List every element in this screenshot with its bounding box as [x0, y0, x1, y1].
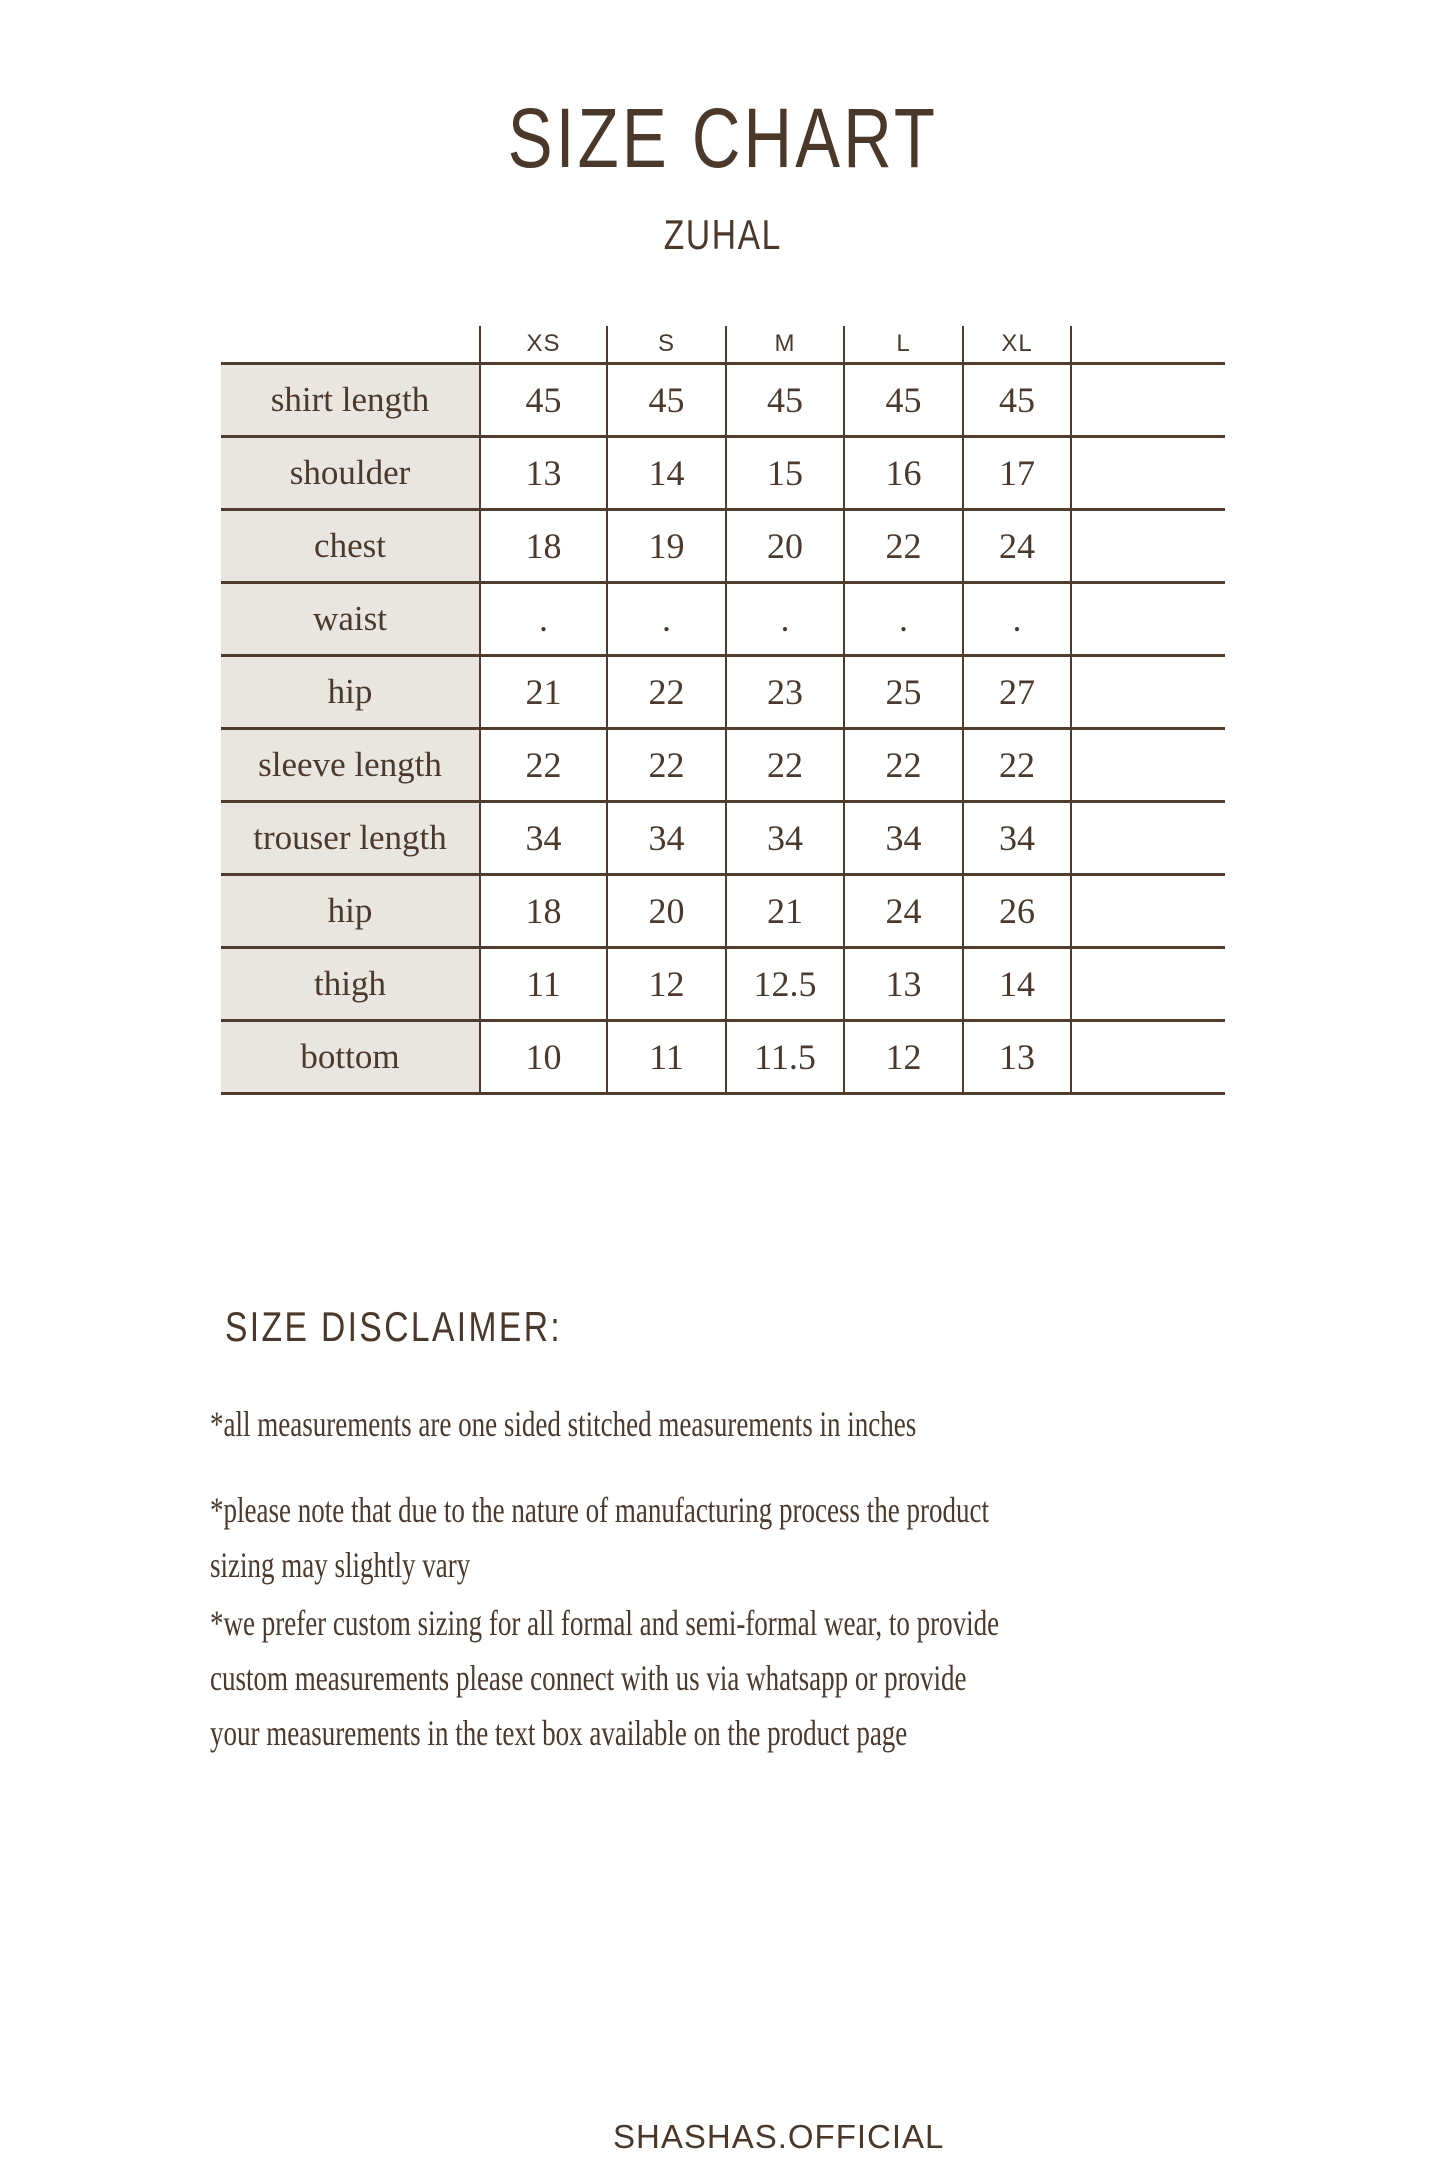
brand-footer: SHASHAS.OFFICIAL — [613, 2118, 945, 2155]
note-line: *we prefer custom sizing for all formal and semi-formal wear, to provide — [210, 1603, 1000, 1643]
size-value: 22 — [607, 728, 726, 801]
size-value: 22 — [844, 509, 963, 582]
size-value: . — [726, 582, 844, 655]
size-value: 25 — [844, 655, 963, 728]
size-value: 45 — [607, 363, 726, 436]
size-value: 14 — [963, 947, 1071, 1020]
disclaimer-note-custom-sizing — [210, 1596, 1262, 1761]
size-value: 15 — [726, 436, 844, 509]
page-title — [0, 91, 1445, 185]
size-value: 22 — [480, 728, 607, 801]
note-line: custom measurements please connect with us via whatsapp or provide — [210, 1658, 967, 1698]
row-label: waist — [221, 582, 480, 655]
column-header-l: L — [844, 326, 963, 363]
empty-cell — [1071, 728, 1225, 801]
note-line: *all measurements are one sided stitched measurements in inches — [210, 1404, 917, 1444]
size-value: 16 — [844, 436, 963, 509]
row-label: trouser length — [221, 801, 480, 874]
row-label: shoulder — [221, 436, 480, 509]
table-row-shoulder — [221, 436, 1225, 509]
size-value: 20 — [607, 874, 726, 947]
empty-cell — [1071, 582, 1225, 655]
size-value: 26 — [963, 874, 1071, 947]
size-value: 22 — [726, 728, 844, 801]
column-header-empty — [1071, 326, 1225, 363]
table-row-waist — [221, 582, 1225, 655]
empty-cell — [1071, 509, 1225, 582]
header-corner-cell — [221, 326, 480, 363]
size-value: 24 — [844, 874, 963, 947]
disclaimer-note-measurements — [210, 1397, 1152, 1452]
size-value: 11 — [607, 1020, 726, 1093]
size-value: 45 — [480, 363, 607, 436]
note-line: sizing may slightly vary — [210, 1545, 471, 1585]
table-row-thigh — [221, 947, 1225, 1020]
column-header-xs: XS — [480, 326, 607, 363]
size-value: 27 — [963, 655, 1071, 728]
size-table-header-row — [221, 326, 1225, 363]
size-value: 21 — [480, 655, 607, 728]
size-table — [221, 326, 1225, 1095]
size-value: . — [844, 582, 963, 655]
row-label: chest — [221, 509, 480, 582]
size-value: 21 — [726, 874, 844, 947]
size-value: 22 — [963, 728, 1071, 801]
size-value: 34 — [844, 801, 963, 874]
size-value: 34 — [726, 801, 844, 874]
size-value: 12 — [607, 947, 726, 1020]
size-value: 13 — [480, 436, 607, 509]
empty-cell — [1071, 363, 1225, 436]
row-label: sleeve length — [221, 728, 480, 801]
empty-cell — [1071, 655, 1225, 728]
table-row-hip-upper — [221, 655, 1225, 728]
size-value: 22 — [844, 728, 963, 801]
empty-cell — [1071, 436, 1225, 509]
size-value: 17 — [963, 436, 1071, 509]
page-title-text: SIZE CHART — [507, 91, 938, 185]
empty-cell — [1071, 947, 1225, 1020]
empty-cell — [1071, 801, 1225, 874]
size-value: 20 — [726, 509, 844, 582]
note-line: your measurements in the text box available on the product page — [210, 1713, 908, 1753]
product-name — [0, 211, 1445, 259]
size-value: 23 — [726, 655, 844, 728]
disclaimer-heading — [225, 1304, 646, 1350]
table-row-trouser-length — [221, 801, 1225, 874]
empty-cell — [1071, 1020, 1225, 1093]
size-value: 45 — [844, 363, 963, 436]
size-value: . — [963, 582, 1071, 655]
size-value: 14 — [607, 436, 726, 509]
size-value: 34 — [607, 801, 726, 874]
size-value: 11 — [480, 947, 607, 1020]
size-value: 45 — [726, 363, 844, 436]
size-value: . — [480, 582, 607, 655]
row-label: hip — [221, 655, 480, 728]
size-value: 45 — [963, 363, 1071, 436]
row-label: hip — [221, 874, 480, 947]
size-value: . — [607, 582, 726, 655]
size-value: 34 — [963, 801, 1071, 874]
table-row-bottom — [221, 1020, 1225, 1093]
table-row-hip-lower — [221, 874, 1225, 947]
size-value: 11.5 — [726, 1020, 844, 1093]
column-header-m: M — [726, 326, 844, 363]
size-value: 13 — [963, 1020, 1071, 1093]
disclaimer-heading-text: SIZE DISCLAIMER: — [225, 1303, 563, 1350]
size-value: 10 — [480, 1020, 607, 1093]
table-row-shirt-length — [221, 363, 1225, 436]
size-value: 18 — [480, 874, 607, 947]
table-row-sleeve-length — [221, 728, 1225, 801]
size-value: 12.5 — [726, 947, 844, 1020]
note-line: *please note that due to the nature of manufacturing process the product — [210, 1490, 989, 1530]
size-value: 12 — [844, 1020, 963, 1093]
size-value: 13 — [844, 947, 963, 1020]
row-label: bottom — [221, 1020, 480, 1093]
column-header-xl: XL — [963, 326, 1071, 363]
row-label: shirt length — [221, 363, 480, 436]
size-value: 18 — [480, 509, 607, 582]
size-value: 22 — [607, 655, 726, 728]
empty-cell — [1071, 874, 1225, 947]
size-value: 24 — [963, 509, 1071, 582]
product-name-text: ZUHAL — [663, 211, 782, 258]
size-value: 19 — [607, 509, 726, 582]
column-header-s: S — [607, 326, 726, 363]
row-label: thigh — [221, 947, 480, 1020]
table-row-chest — [221, 509, 1225, 582]
size-value: 34 — [480, 801, 607, 874]
disclaimer-note-manufacturing — [210, 1483, 1249, 1593]
